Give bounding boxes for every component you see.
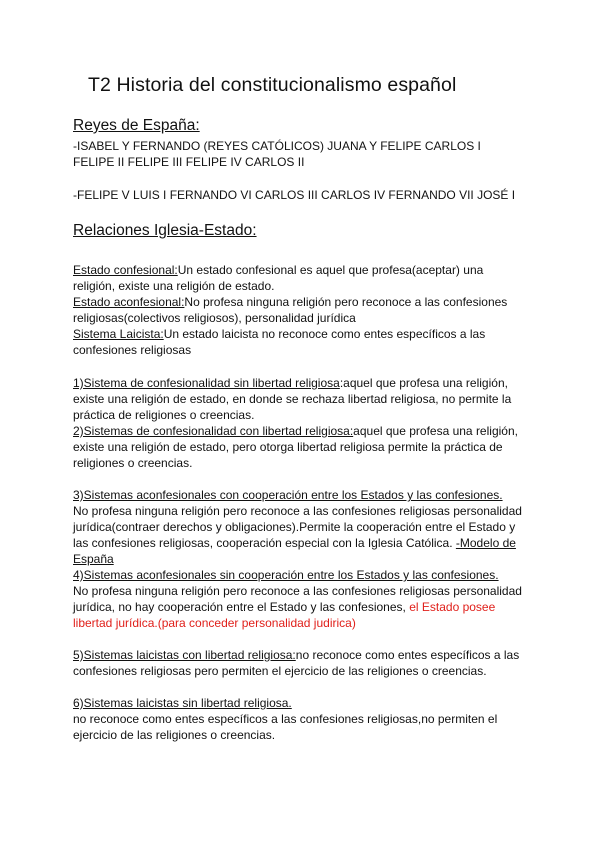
modelo-espana-note: -Modelo de [455,536,516,550]
paragraph-line [73,647,519,663]
paragraph-line: No profesa ninguna religión pero reconoce a las confesiones religiosas personalidad [73,584,522,598]
term-estado-aconfesional: Estado aconfesional: [73,295,185,309]
modelo-espana-note: España [73,552,114,566]
highlighted-note: el Estado posee [409,600,496,614]
paragraph-line: religión, existe una religión de estado. [73,279,275,293]
reyes-line: -ISABEL Y FERNANDO (REYES CATÓLICOS) JUANA Y FELIPE CARLOS I [73,139,481,153]
paragraph-line: No profesa ninguna religión pero reconoce a las confesiones religiosas personalidad [73,504,522,518]
paragraph-line: religiosas(colectivos religiosos), personalidad jurídica [73,311,356,325]
paragraph-line: existe una religión de estado, en donde se rechaza libertad religiosa, no permite la [73,392,512,406]
paragraph-line: religiones o creencias. [73,456,193,470]
paragraph-line [73,599,495,615]
definition-text: Un estado confesional es aquel que profesa(aceptar) una [177,263,484,277]
reyes-line: -FELIPE V LUIS I FERNANDO VI CARLOS III CARLOS IV FERNANDO VII JOSÉ I [73,188,516,202]
section-6-heading: 6)Sistemas laicistas sin libertad religiosa. [73,696,292,710]
paragraph-line [73,375,508,391]
term-estado-confesional: Estado confesional: [73,263,178,277]
definition-text: Un estado laicista no reconoce como entes específicos a las [163,327,486,341]
paragraph-line [73,326,485,342]
relaciones-heading: Relaciones Iglesia-Estado: [73,222,257,239]
paragraph-line [73,535,516,551]
section-text: :aquel que profesa una religión, [339,376,508,390]
section-text: jurídica, no hay cooperación entre el Estado y las confesiones, [73,600,410,614]
reyes-line: FELIPE II FELIPE III FELIPE IV CARLOS II [73,155,305,169]
section-text: no reconoce como entes específicos a las [295,648,520,662]
reyes-heading: Reyes de España: [73,117,200,134]
section-3-heading: 3)Sistemas aconfesionales con cooperación entre los Estados y las confesiones. [73,488,503,502]
paragraph-line: existe una religión de estado, pero otorga libertad religiosa permite la práctica de [73,440,503,454]
section-text: aquel que profesa una religión, [353,424,518,438]
paragraph-line: ejercicio de las religiones o creencias. [73,728,276,742]
paragraph-line: práctica de religiones o creencias. [73,408,255,422]
highlighted-note: libertad jurídica.(para conceder personalidad judirica) [73,616,356,630]
paragraph-line [73,423,518,439]
section-5-heading: 5)Sistemas laicistas con libertad religiosa: [73,648,296,662]
paragraph-line: no reconoce como entes específicos a las confesiones religiosas,no permiten el [73,712,498,726]
term-sistema-laicista: Sistema Laicista: [73,327,164,341]
definition-text: No profesa ninguna religión pero reconoce a las confesiones [184,295,508,309]
section-text: las confesiones religiosas, cooperación especial con la Iglesia Católica. [73,536,456,550]
section-2-heading: 2)Sistemas de confesionalidad con libertad religiosa: [73,424,354,438]
paragraph-line: confesiones religiosas [73,343,192,357]
paragraph-line: confesiones religiosas pero permiten el ejercicio de las religiones o creencias. [73,664,487,678]
section-1-heading: 1)Sistema de confesionalidad sin libertad religiosa [73,376,340,390]
paragraph-line [73,262,483,278]
paragraph-line [73,294,507,310]
paragraph-line: jurídica(contraer derechos y obligaciones).Permite la cooperación entre el Estado y [73,520,516,534]
document-title: T2 Historia del constitucionalismo español [88,74,457,96]
section-4-heading: 4)Sistemas aconfesionales sin cooperación entre los Estados y las confesiones. [73,568,499,582]
